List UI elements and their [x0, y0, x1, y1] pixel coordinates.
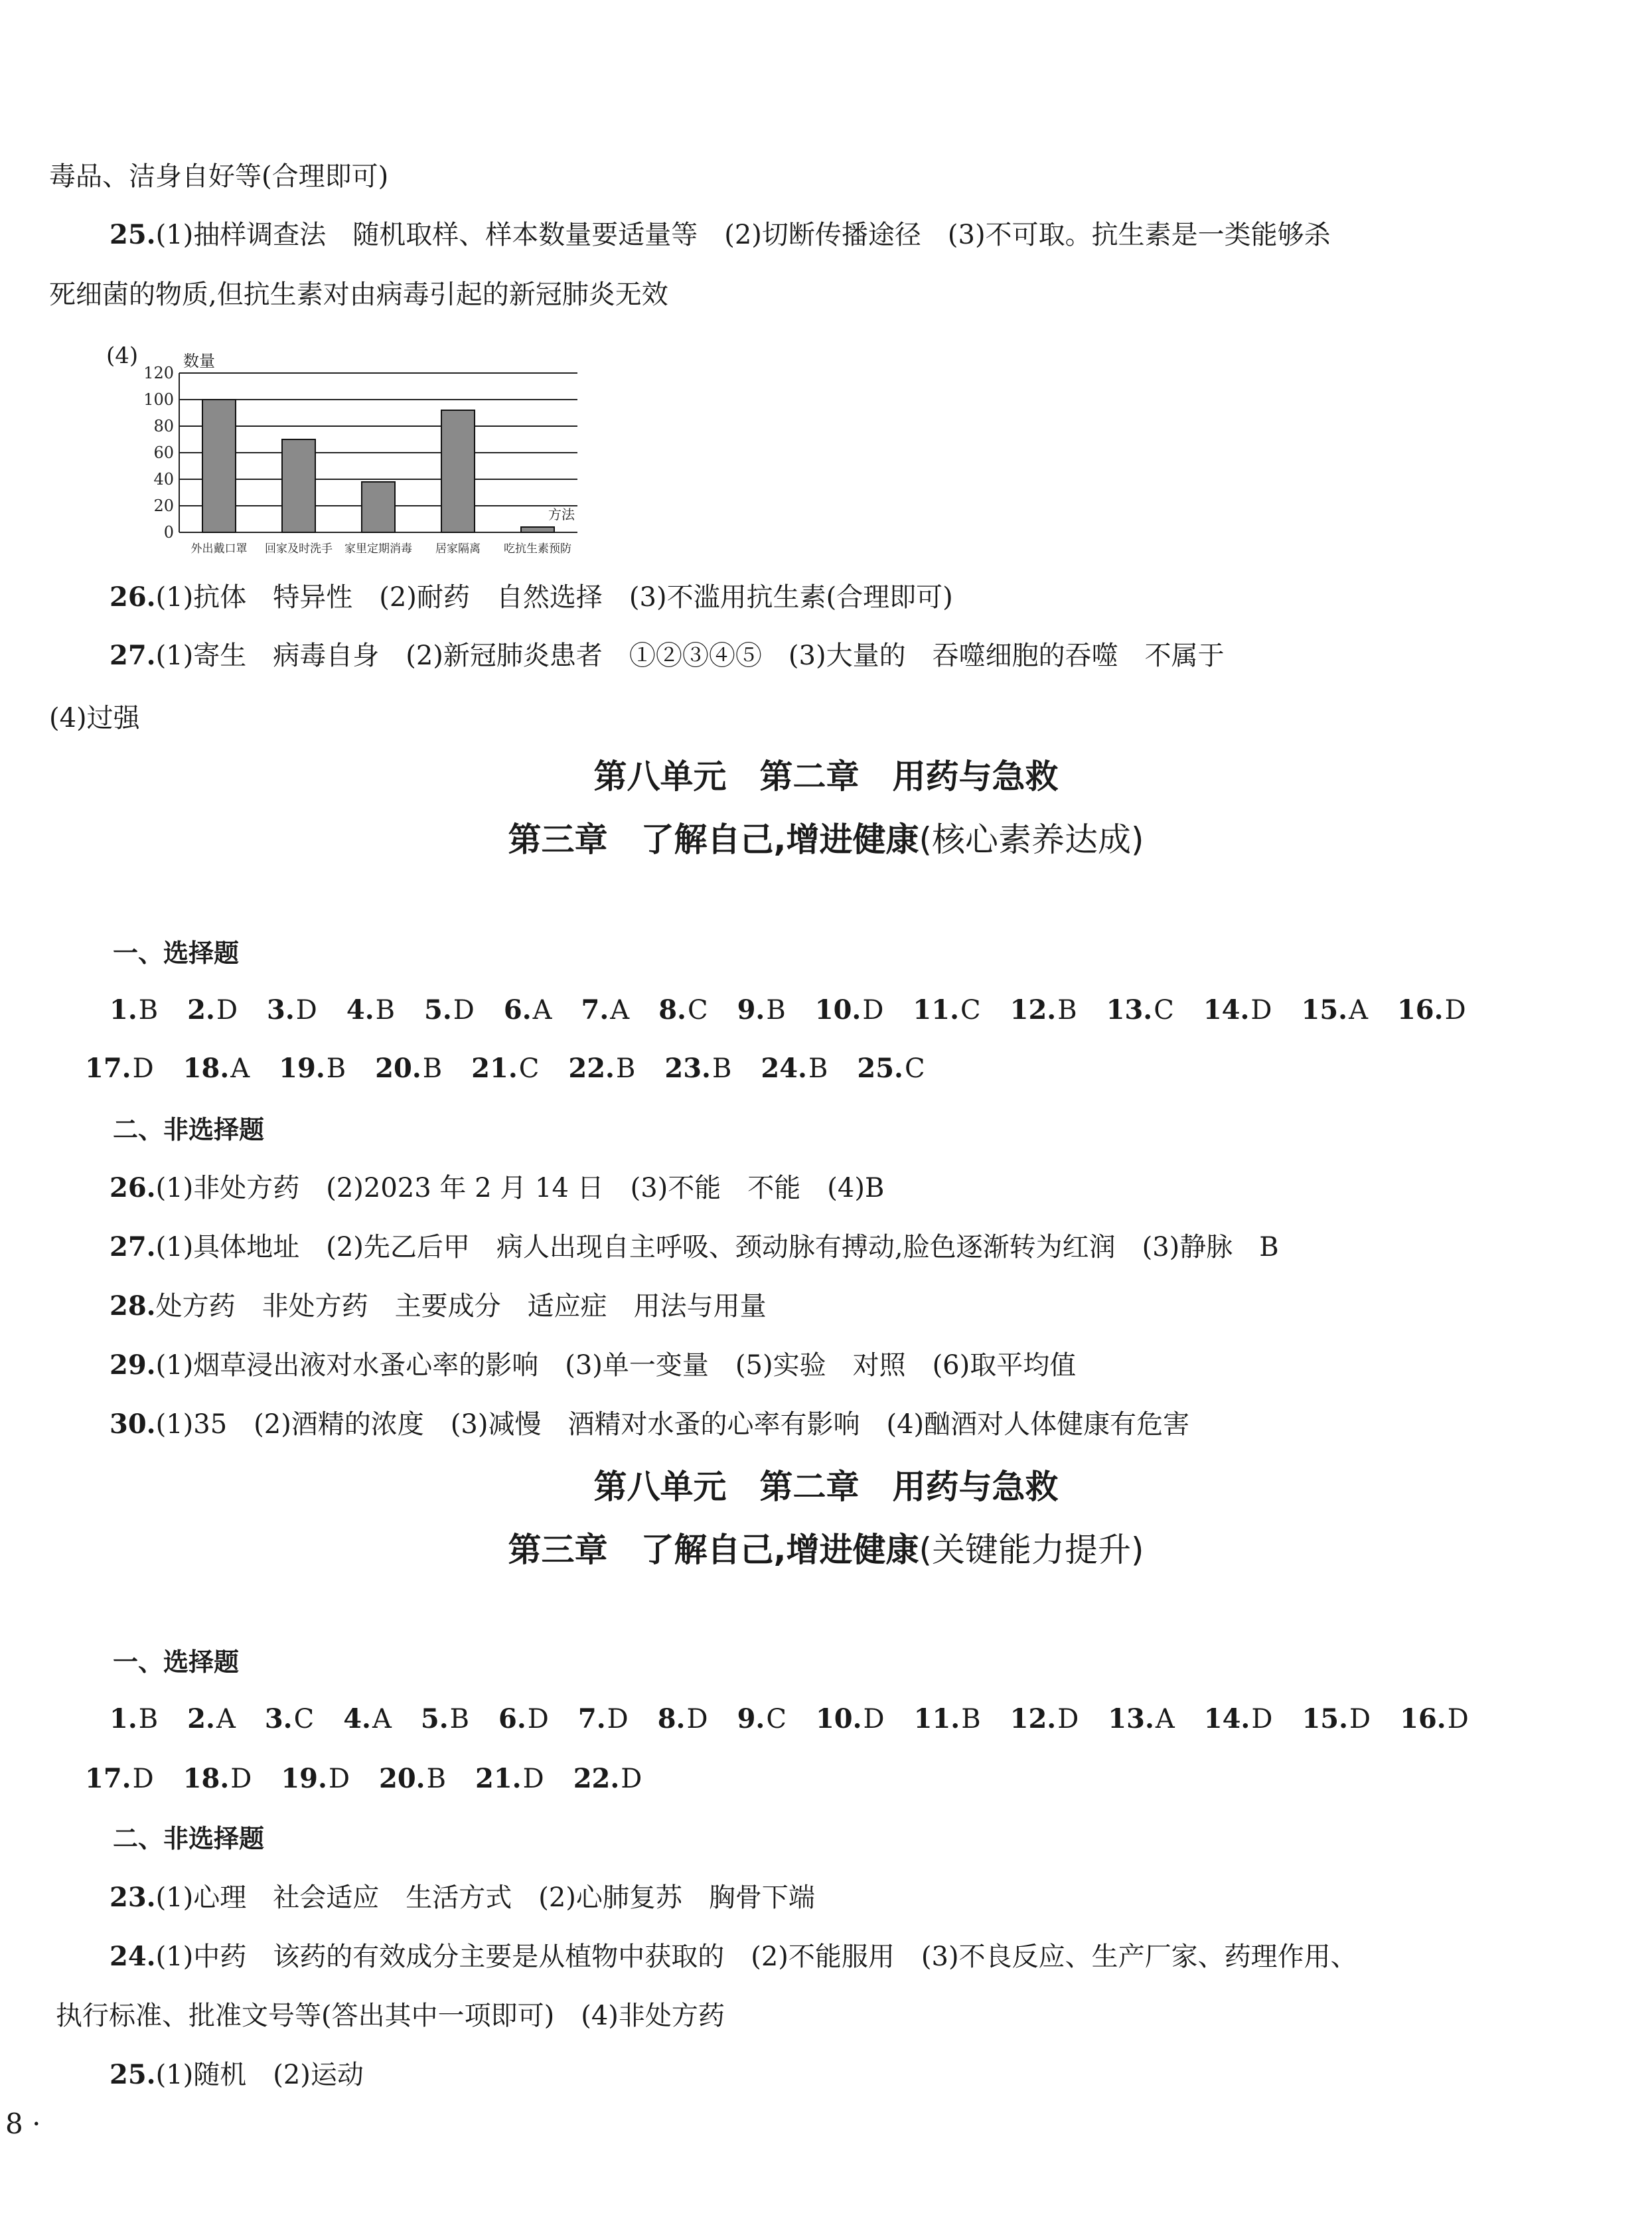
mc-answer: 10.D — [815, 1703, 885, 1734]
mc-answer: 12.D — [1010, 1703, 1079, 1734]
section1-title2: 第三章 了解自己,增进健康(核心素养达成) — [508, 820, 1144, 859]
bar — [282, 439, 315, 532]
mc-answer: 4.A — [343, 1703, 392, 1734]
mc-answer: 15.A — [1301, 994, 1368, 1026]
section2-mc-row1 — [110, 1703, 1498, 1735]
section1-title1: 第八单元 第二章 用药与急救 — [593, 757, 1059, 796]
y-tick-label: 40 — [153, 470, 174, 489]
mc-answer: 23.B — [664, 1053, 732, 1084]
x-tick-label: 回家及时洗手 — [265, 542, 333, 556]
y-tick-label: 100 — [143, 390, 174, 409]
mc-answer: 8.C — [658, 994, 708, 1026]
section1-q28: 28.处方药 非处方药 主要成分 适应症 用法与用量 — [110, 1290, 767, 1322]
section2-q25: 25.(1)随机 (2)运动 — [110, 2059, 364, 2090]
mc-answer: 6.D — [498, 1703, 549, 1734]
mc-answer: 11.C — [913, 994, 981, 1026]
mc-answer: 13.A — [1108, 1703, 1175, 1734]
section2-q23: 23.(1)心理 社会适应 生活方式 (2)心肺复苏 胸骨下端 — [110, 1882, 815, 1913]
mc-answer: 3.C — [264, 1703, 315, 1734]
section1-nmc-heading: 二、非选择题 — [113, 1115, 265, 1144]
mc-answer: 16.D — [1400, 1703, 1469, 1734]
page-number: 8 · — [5, 2107, 41, 2140]
mc-answer: 18.D — [183, 1763, 252, 1794]
mc-answer: 14.D — [1203, 1703, 1273, 1734]
y-axis-label: 数量 — [183, 352, 215, 370]
bar — [202, 400, 236, 532]
mc-answer: 25.C — [857, 1053, 925, 1084]
mc-answer: 22.D — [573, 1763, 642, 1794]
section2-q24: 24.(1)中药 该药的有效成分主要是从植物中获取的 (2)不能服用 (3)不良反应、生产厂家、药理作用、 — [110, 1941, 1357, 1972]
mc-answer: 17.D — [85, 1053, 154, 1084]
mc-answer: 18.A — [183, 1053, 250, 1084]
mc-answer: 8.D — [657, 1703, 708, 1734]
chart-label-4: (4) — [106, 343, 139, 369]
mc-answer: 21.C — [471, 1053, 540, 1084]
y-tick-label: 20 — [153, 497, 174, 515]
bar — [441, 410, 475, 532]
section1-q29: 29.(1)烟草浸出液对水蚤心率的影响 (3)单一变量 (5)实验 对照 (6)取平均值 — [110, 1349, 1077, 1381]
section1-q27: 27.(1)具体地址 (2)先乙后甲 病人出现自主呼吸、颈动脉有搏动,脸色逐渐转为红润 (3)静脉 B — [110, 1231, 1279, 1263]
answer-line-drugs: 毒品、洁身自好等(合理即可) — [49, 161, 389, 192]
mc-answer: 24.B — [761, 1053, 828, 1084]
bar — [521, 527, 554, 532]
mc-answer: 1.B — [110, 1703, 159, 1734]
mc-answer: 6.A — [503, 994, 552, 1026]
mc-answer: 11.B — [913, 1703, 981, 1734]
mc-answer: 21.D — [475, 1763, 544, 1794]
mc-answer: 7.D — [577, 1703, 629, 1734]
bar — [362, 482, 395, 532]
mc-answer: 19.D — [281, 1763, 350, 1794]
section2-title1: 第八单元 第二章 用药与急救 — [593, 1468, 1059, 1506]
section1-q30: 30.(1)35 (2)酒精的浓度 (3)减慢 酒精对水蚤的心率有影响 (4)酗酒对人体健康有危害 — [110, 1409, 1190, 1440]
mc-answer: 16.D — [1396, 994, 1466, 1026]
section1-mc-heading: 一、选择题 — [113, 939, 240, 968]
answer-q27: 27.(1)寄生 病毒自身 (2)新冠肺炎患者 ①②③④⑤ (3)大量的 吞噬细胞的吞噬 不属于 — [110, 640, 1225, 671]
answer-q27-cont: (4)过强 — [49, 703, 140, 733]
mc-answer: 2.A — [187, 1703, 236, 1734]
mc-answer: 4.B — [346, 994, 396, 1026]
mc-answer: 2.D — [187, 994, 238, 1026]
mc-answer: 5.B — [420, 1703, 470, 1734]
section2-nmc-heading: 二、非选择题 — [113, 1824, 265, 1853]
mc-answer: 13.C — [1106, 994, 1174, 1026]
section2-title2: 第三章 了解自己,增进健康(关键能力提升) — [508, 1531, 1144, 1569]
mc-answer: 5.D — [424, 994, 475, 1026]
section2-mc-heading: 一、选择题 — [113, 1647, 240, 1677]
mc-answer: 9.B — [737, 994, 786, 1026]
y-tick-label: 60 — [153, 443, 174, 462]
section1-mc-row2 — [85, 1053, 954, 1085]
mc-answer: 20.B — [375, 1053, 443, 1084]
answer-q25-cont: 死细菌的物质,但抗生素对由病毒引起的新冠肺炎无效 — [49, 279, 668, 310]
mc-answer: 20.B — [379, 1763, 447, 1794]
x-tick-label: 外出戴口罩 — [190, 542, 248, 556]
mc-answer: 10.D — [814, 994, 884, 1026]
mc-answer: 9.C — [737, 1703, 787, 1734]
section1-q26: 26.(1)非处方药 (2)2023 年 2 月 14 日 (3)不能 不能 (4)B — [110, 1172, 885, 1203]
y-tick-label: 80 — [153, 417, 174, 435]
x-axis-label: 方法 — [548, 506, 575, 522]
x-tick-label: 居家隔离 — [435, 542, 481, 556]
y-tick-label: 0 — [163, 523, 174, 542]
mc-answer: 19.B — [279, 1053, 346, 1084]
mc-answer: 1.B — [110, 994, 159, 1026]
mc-answer: 7.A — [581, 994, 630, 1026]
section2-mc-row2 — [85, 1763, 671, 1795]
section1-mc-row1 — [110, 994, 1495, 1026]
mc-answer: 15.D — [1302, 1703, 1371, 1734]
y-tick-label: 120 — [143, 364, 174, 382]
bar-chart — [100, 345, 591, 558]
x-tick-label: 吃抗生素预防 — [504, 542, 571, 556]
x-tick-label: 家里定期消毒 — [344, 542, 412, 556]
mc-answer: 22.B — [568, 1053, 636, 1084]
mc-answer: 3.D — [267, 994, 317, 1026]
mc-answer: 12.B — [1010, 994, 1077, 1026]
answer-q25: 25.(1)抽样调查法 随机取样、样本数量要适量等 (2)切断传播途径 (3)不可取。抗生素是一类能够杀 — [110, 219, 1331, 250]
section2-q24-cont: 执行标准、批准文号等(答出其中一项即可) (4)非处方药 — [56, 2001, 725, 2031]
answer-q26: 26.(1)抗体 特异性 (2)耐药 自然选择 (3)不滥用抗生素(合理即可) — [110, 581, 953, 613]
mc-answer: 17.D — [85, 1763, 154, 1794]
mc-answer: 14.D — [1203, 994, 1272, 1026]
